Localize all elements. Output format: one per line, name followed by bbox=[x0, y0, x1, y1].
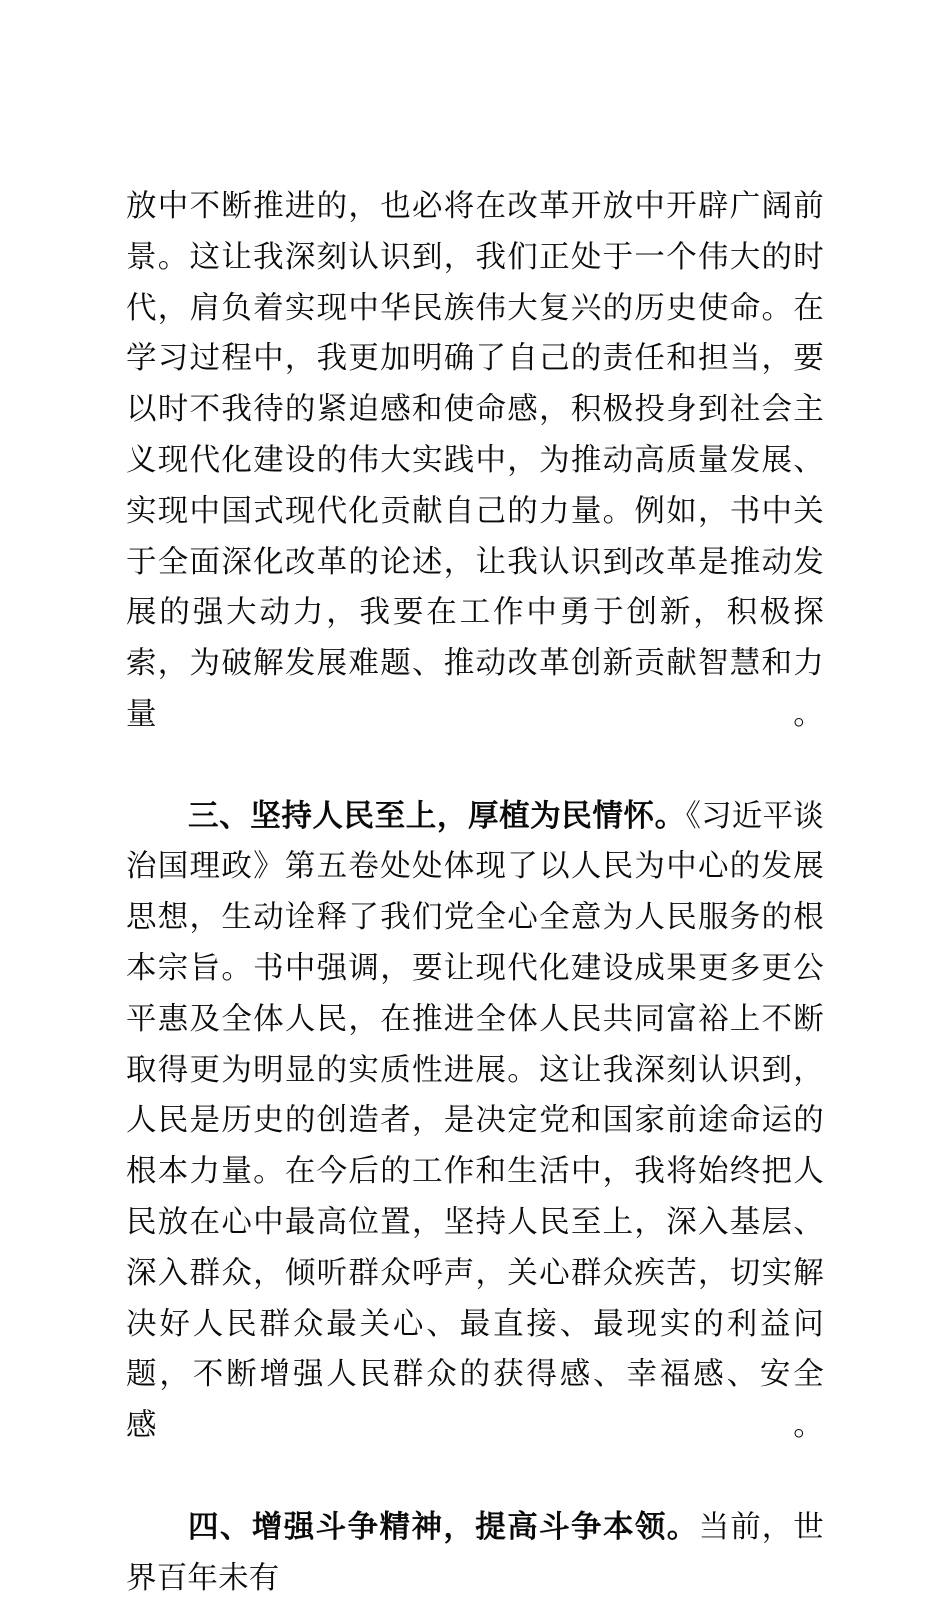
paragraph-section-three bbox=[126, 792, 824, 1503]
paragraph-section-four bbox=[126, 1503, 824, 1604]
section-four-body: 当前，世界百年未有 bbox=[126, 1509, 824, 1596]
document-text-column bbox=[126, 182, 824, 1604]
section-four-heading: 四、增强斗争精神，提高斗争本领。 bbox=[188, 1509, 699, 1545]
paragraph-1-text: 放中不断推进的，也必将在改革开放中开辟广阔前景。这让我深刻认识到，我们正处于一个伟大的时代，肩负着实现中华民族伟大复兴的历史使命。在学习过程中，我更加明确了自己的责任和担当，要以时不我待的紧迫感和使命感，积极投身到社会主义现代化建设的伟大实践中，为推动高质量发展、实现中国式现代化贡献自己的力量。例如，书中关于全面深化改革的论述，让我认识到改革是推动发展的强大动力，我要在工作中勇于创新，积极探索，为破解发展难题、推动改革创新贡献智慧和力量。 bbox=[126, 189, 824, 732]
paragraph-continuation bbox=[126, 182, 824, 792]
section-three-heading: 三、坚持人民至上，厚植为民情怀。 bbox=[188, 798, 686, 834]
section-three-body: 《习近平谈治国理政》第五卷处处体现了以人民为中心的发展思想，生动诠释了我们党全心全意为人民服务的根本宗旨。书中强调，要让现代化建设成果更多更公平惠及全体人民，在推进全体人民共同富裕上不断取得更为明显的实质性进展。这让我深刻认识到，人民是历史的创造者，是决定党和国家前途命运的根本力量。在今后的工作和生活中，我将始终把人民放在心中最高位置，坚持人民至上，深入基层、深入群众，倾听群众呼声，关心群众疾苦，切实解决好人民群众最关心、最直接、最现实的利益问题，不断增强人民群众的获得感、幸福感、安全感。 bbox=[126, 798, 824, 1444]
